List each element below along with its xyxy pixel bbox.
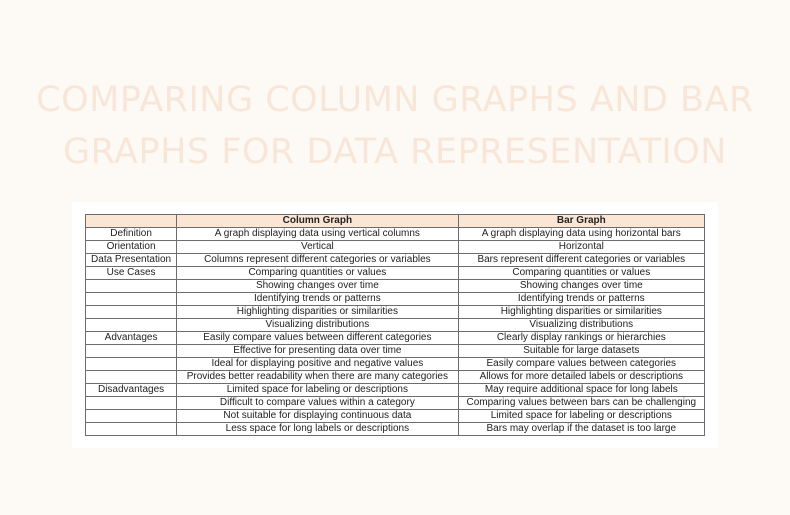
table-row — [86, 423, 705, 436]
criteria-cell — [86, 371, 177, 384]
criteria-cell: Definition — [86, 228, 177, 241]
table-body — [86, 228, 705, 436]
table-row — [86, 345, 705, 358]
header-cell-column-graph: Column Graph — [177, 215, 458, 228]
comparison-table — [85, 214, 705, 436]
criteria-cell — [86, 306, 177, 319]
column-graph-cell: Effective for presenting data over time — [177, 345, 458, 358]
table-header-row — [86, 215, 705, 228]
table-row — [86, 384, 705, 397]
criteria-cell: Disadvantages — [86, 384, 177, 397]
column-graph-cell: Less space for long labels or descriptions — [177, 423, 458, 436]
table-row — [86, 293, 705, 306]
table-row — [86, 371, 705, 384]
table-row — [86, 280, 705, 293]
column-graph-cell: Highlighting disparities or similarities — [177, 306, 458, 319]
criteria-cell — [86, 345, 177, 358]
bar-graph-cell: Suitable for large datasets — [458, 345, 704, 358]
header-cell-criteria — [86, 215, 177, 228]
bar-graph-cell: May require additional space for long labels — [458, 384, 704, 397]
criteria-cell: Use Cases — [86, 267, 177, 280]
column-graph-cell: Easily compare values between different categories — [177, 332, 458, 345]
bar-graph-cell: Clearly display rankings or hierarchies — [458, 332, 704, 345]
column-graph-cell: Visualizing distributions — [177, 319, 458, 332]
column-graph-cell: Ideal for displaying positive and negative values — [177, 358, 458, 371]
bar-graph-cell: Identifying trends or patterns — [458, 293, 704, 306]
bar-graph-cell: Horizontal — [458, 241, 704, 254]
column-graph-cell: Vertical — [177, 241, 458, 254]
bar-graph-cell: Bars may overlap if the dataset is too large — [458, 423, 704, 436]
table-row — [86, 254, 705, 267]
page-title-line-2: GRAPHS FOR DATA REPRESENTATION — [63, 132, 727, 172]
column-graph-cell: Comparing quantities or values — [177, 267, 458, 280]
bar-graph-cell: Bars represent different categories or variables — [458, 254, 704, 267]
criteria-cell — [86, 280, 177, 293]
column-graph-cell: Columns represent different categories or variables — [177, 254, 458, 267]
table-row — [86, 319, 705, 332]
bar-graph-cell: Highlighting disparities or similarities — [458, 306, 704, 319]
column-graph-cell: Not suitable for displaying continuous data — [177, 410, 458, 423]
criteria-cell — [86, 410, 177, 423]
criteria-cell — [86, 358, 177, 371]
bar-graph-cell: A graph displaying data using horizontal bars — [458, 228, 704, 241]
criteria-cell: Orientation — [86, 241, 177, 254]
table-row — [86, 410, 705, 423]
table-row — [86, 267, 705, 280]
table-row — [86, 332, 705, 345]
table-row — [86, 358, 705, 371]
table-card — [72, 202, 718, 448]
header-cell-bar-graph: Bar Graph — [458, 215, 704, 228]
bar-graph-cell: Easily compare values between categories — [458, 358, 704, 371]
table-row — [86, 228, 705, 241]
bar-graph-cell: Comparing values between bars can be challenging — [458, 397, 704, 410]
column-graph-cell: Showing changes over time — [177, 280, 458, 293]
criteria-cell — [86, 423, 177, 436]
column-graph-cell: A graph displaying data using vertical columns — [177, 228, 458, 241]
bar-graph-cell: Limited space for labeling or descriptions — [458, 410, 704, 423]
criteria-cell: Data Presentation — [86, 254, 177, 267]
page-title-line-1: COMPARING COLUMN GRAPHS AND BAR — [36, 80, 754, 120]
criteria-cell — [86, 293, 177, 306]
column-graph-cell: Limited space for labeling or descriptions — [177, 384, 458, 397]
column-graph-cell: Provides better readability when there are many categories — [177, 371, 458, 384]
page-title — [0, 74, 790, 178]
criteria-cell — [86, 397, 177, 410]
criteria-cell: Advantages — [86, 332, 177, 345]
bar-graph-cell: Comparing quantities or values — [458, 267, 704, 280]
column-graph-cell: Difficult to compare values within a category — [177, 397, 458, 410]
bar-graph-cell: Showing changes over time — [458, 280, 704, 293]
bar-graph-cell: Visualizing distributions — [458, 319, 704, 332]
table-row — [86, 241, 705, 254]
column-graph-cell: Identifying trends or patterns — [177, 293, 458, 306]
bar-graph-cell: Allows for more detailed labels or descriptions — [458, 371, 704, 384]
criteria-cell — [86, 319, 177, 332]
table-row — [86, 306, 705, 319]
table-row — [86, 397, 705, 410]
